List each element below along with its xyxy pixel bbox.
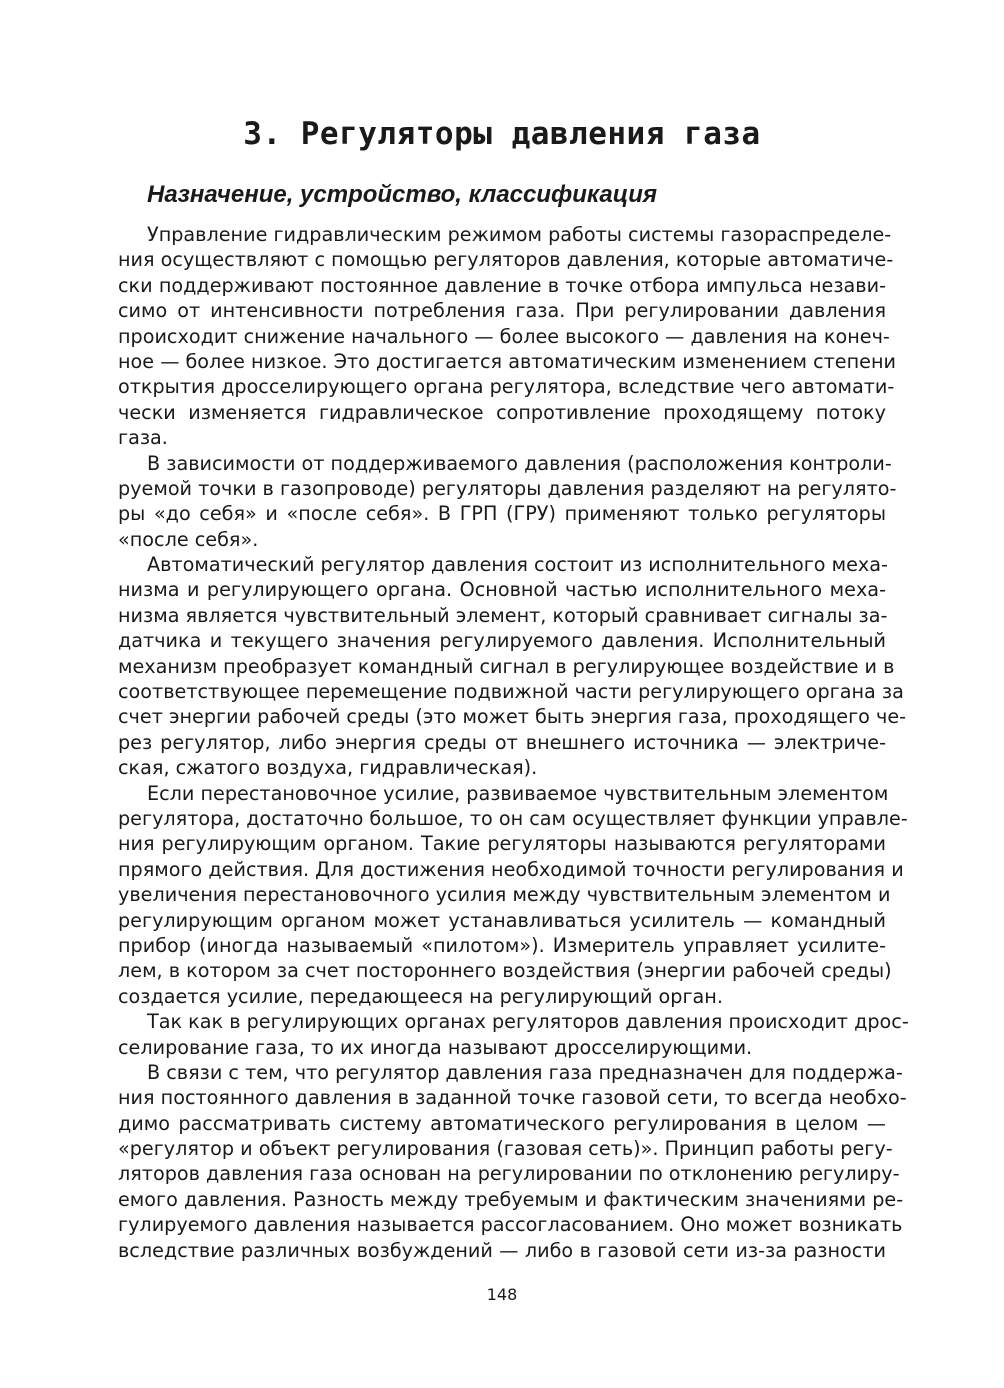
text-line: низма является чувствительный элемент, который сравнивает сигналы за-: [118, 603, 888, 627]
text-line: создается усилие, передающееся на регулирующий орган.: [118, 984, 723, 1008]
text-line: ски поддерживают постоянное давление в точке отбора импульса незави-: [118, 273, 886, 297]
paragraph: [118, 781, 908, 1010]
text-line: лем, в котором за счет постороннего воздействия (энергии рабочей среды): [118, 959, 892, 983]
text-line: ляторов давления газа основан на регулировании по отклонению регулиру-: [118, 1162, 900, 1186]
text-line: низма и регулирующего органа. Основной частью исполнительного меха-: [118, 578, 886, 602]
text-line: датчика и текущего значения регулируемого давления. Исполнительный: [118, 629, 886, 653]
text-line: газа.: [118, 426, 168, 450]
paragraph: [118, 222, 896, 451]
text-line: ния регулирующим органом. Такие регуляторы называются регуляторами: [118, 832, 886, 856]
text-line: регулятора, достаточно большое, то он сам осуществляет функции управле-: [118, 806, 908, 830]
text-line: Автоматический регулятор давления состоит из исполнительного меха-: [147, 553, 888, 577]
text-line: чески изменяется гидравлическое сопротивление проходящему потоку: [118, 400, 886, 424]
text-line: счет энергии рабочей среды (это может быть энергия газа, проходящего че-: [118, 705, 907, 729]
paragraph: [118, 1060, 907, 1263]
text-line: прямого действия. Для достижения необходимой точности регулирования и: [118, 857, 904, 881]
text-line: селирование газа, то их иногда называют дросселирующими.: [118, 1035, 753, 1059]
text-line: ния осуществляют с помощью регуляторов давления, которые автоматиче-: [118, 248, 894, 272]
page-number: 148: [486, 1285, 518, 1304]
text-line: Управление гидравлическим режимом работы системы газораспределе-: [147, 223, 892, 246]
paragraph: [118, 552, 907, 781]
text-line: прибор (иногда называемый «пилотом»). Измеритель управляет усилите-: [118, 933, 886, 957]
text-line: ное — более низкое. Это достигается автоматическим изменением степени: [118, 349, 896, 373]
text-line: «регулятор и объект регулирования (газовая сеть)». Принцип работы регу-: [118, 1137, 893, 1161]
text-line: Если перестановочное усилие, развиваемое чувствительным элементом: [147, 781, 889, 805]
paragraph: [118, 451, 897, 553]
text-line: увеличения перестановочного усилия между чувствительным элементом и: [118, 883, 891, 907]
text-line: регулирующим органом может устанавливаться усилитель — командный: [118, 908, 886, 932]
text-line: вследствие различных возбуждений — либо в газовой сети из-за разности: [118, 1238, 886, 1262]
chapter-title: 3. Регуляторы давления газа: [243, 116, 761, 152]
section-title: Назначение, устройство, классификация: [147, 181, 658, 208]
text-line: происходит снижение начального — более высокого — давления на конеч-: [118, 324, 890, 348]
text-line: ния постоянного давления в заданной точке газовой сети, то всегда необхо-: [118, 1086, 907, 1110]
text-line: руемой точки в газопроводе) регуляторы давления разделяют на регулято-: [118, 476, 897, 500]
text-line: Так как в регулирующих органах регуляторов давления происходит дрос-: [147, 1010, 909, 1034]
text-line: димо рассматривать систему автоматического регулирования в целом —: [118, 1111, 886, 1135]
text-line: открытия дросселирующего органа регулятора, вследствие чего автомати-: [118, 375, 895, 399]
text-line: механизм преобразует командный сигнал в регулирующее воздействие и в: [118, 654, 895, 678]
paragraph: [118, 1009, 909, 1060]
text-line: ры «до себя» и «после себя». В ГРП (ГРУ) применяют только регуляторы: [118, 502, 886, 526]
text-line: симо от интенсивности потребления газа. При регулировании давления: [118, 299, 886, 323]
text-line: гулируемого давления называется рассогласованием. Оно может возникать: [118, 1213, 903, 1237]
text-line: емого давления. Разность между требуемым и фактическим значениями ре-: [118, 1187, 904, 1211]
text-line: В связи с тем, что регулятор давления газа предназначен для поддержа-: [147, 1060, 903, 1084]
text-line: ская, сжатого воздуха, гидравлическая).: [118, 756, 538, 780]
text-line: рез регулятор, либо энергия среды от внешнего источника — электриче-: [118, 730, 886, 754]
body-text: [118, 222, 909, 1263]
text-line: соответствующее перемещение подвижной части регулирующего органа за: [118, 680, 904, 704]
text-line: В зависимости от поддерживаемого давления (расположения контроли-: [147, 451, 892, 475]
text-line: «после себя».: [118, 527, 259, 551]
